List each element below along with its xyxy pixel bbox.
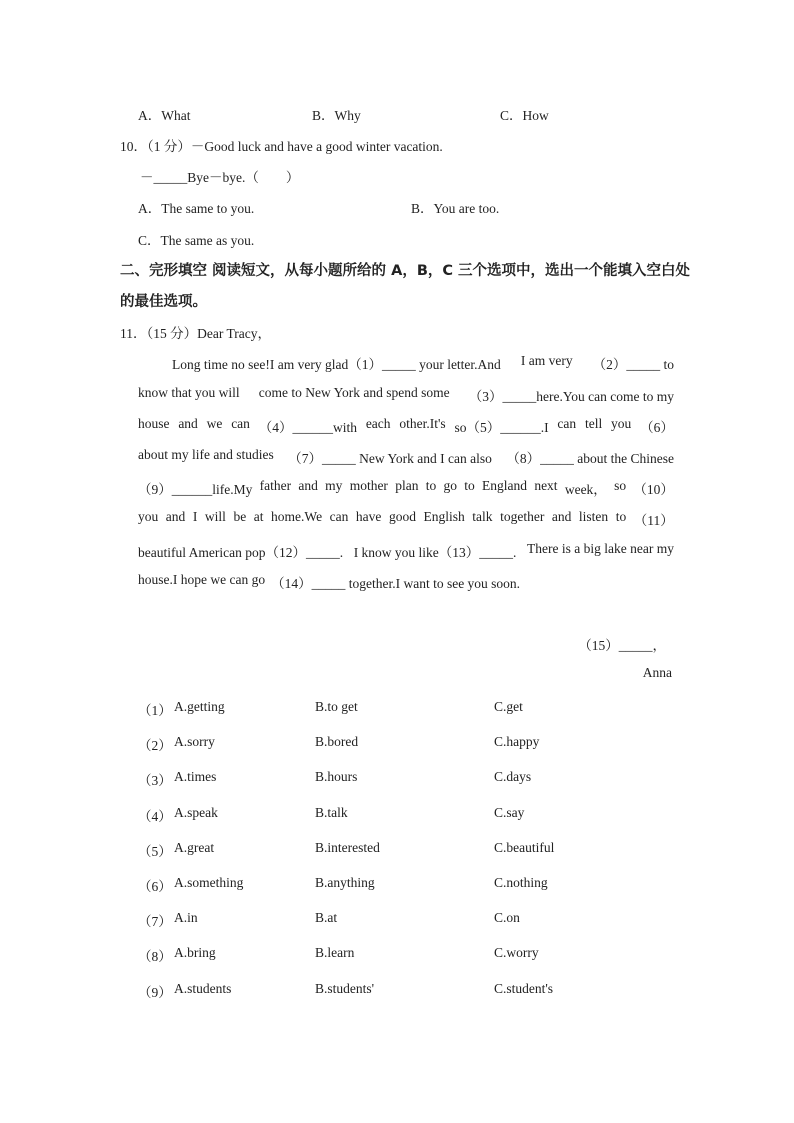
letter-text: house [138,416,170,431]
letter-line-6 [138,509,674,529]
option-a: A.students [174,980,232,996]
letter-text: to [464,478,475,493]
letter-text: and [298,478,318,493]
option-a: A.getting [174,699,225,714]
option-c: C.beautiful [494,839,555,855]
option-b: B.students' [315,980,375,996]
letter-text: England [482,478,528,493]
option-c: C.days [494,769,532,785]
letter-text: and [165,509,186,524]
q10-stem: 10．（1 分）－Good luck and have a good winter vacation. [120,139,443,154]
q9-option-c: C．How [500,108,549,123]
letter-text: together [500,509,545,524]
option-number: （5） [138,843,172,859]
letter-text: to [615,509,627,524]
letter-text: （3）_____here.You can come to my [468,389,674,404]
letter-text: go [443,478,457,493]
section2-heading-line1: 二、完形填空 阅读短文，从每小题所给的 A，B，C 三个选项中，选出一个能填入空白处 [120,263,691,279]
letter-text: about my life and studies [138,447,274,462]
letter-text: my [325,478,343,493]
letter-text: you [138,509,159,524]
option-row [0,981,794,1001]
letter-text: at [253,509,264,524]
option-number: （7） [138,914,172,930]
q11-stem: 11．（15 分）Dear Tracy， [120,326,271,341]
option-number: （8） [138,949,172,965]
letter-text: so（5）______.I [454,420,549,435]
letter-text: can [557,416,577,431]
option-b: B.hours [315,769,358,785]
option-a: A.bring [174,945,216,961]
letter-text: and [178,416,198,431]
letter-text: tell [584,416,603,431]
option-row [0,699,794,719]
option-row [0,805,794,825]
letter-text: beautiful American pop（12）_____. [138,545,344,560]
option-b: B.anything [315,875,375,890]
letter-text: English [423,509,465,524]
option-a: A.great [174,839,215,855]
letter-line-4 [138,447,674,467]
letter-text: talk [472,509,493,524]
letter-text: will [204,509,226,524]
letter-text: we [206,416,223,431]
q10-option-c: C．The same as you. [138,233,255,248]
option-c: C.worry [494,945,539,961]
letter-line-1 [172,353,674,373]
letter-text: I know you like（13）_____. [353,545,517,560]
option-b: B.learn [315,945,355,961]
letter-text: There is a big lake near my [527,541,674,556]
letter-text: （14）_____ together.I want to see you soon. [271,576,521,591]
q9-option-a: A．What [138,108,191,123]
letter-line-2 [138,385,674,405]
option-a: A.something [174,875,244,890]
option-c: C.on [494,910,520,926]
option-a: A.sorry [174,734,215,750]
section2-heading-line2: 的最佳选项。 [120,294,207,310]
letter-text: can [231,416,250,431]
letter-text: plan [395,478,419,493]
letter-text: （11） [633,513,674,528]
letter-line-3 [138,416,674,436]
option-b: B.bored [315,734,359,750]
letter-text: Long time no see!I am very glad（1）_____ your letter.And [172,357,501,372]
letter-text: come to New York and spend some [258,385,450,400]
letter-text: （8）_____ about the Chinese [506,451,674,466]
option-row [0,945,794,965]
letter-text: week， [564,482,607,497]
letter-text: so [614,478,627,493]
option-a: A.times [174,769,217,785]
letter-text: can [329,509,349,524]
letter-text: other.It's [399,416,446,431]
option-b: B.talk [315,804,348,820]
option-number: （9） [138,984,172,1000]
letter-text: home.We [271,509,323,524]
option-b: B.interested [315,839,380,855]
option-number: （3） [138,773,172,789]
letter-text: you [611,416,632,431]
letter-text: house.I hope we can go [138,572,266,587]
option-c: C.happy [494,734,540,750]
option-number: （4） [138,808,172,824]
option-c: C.get [494,699,523,714]
option-b: B.to get [315,699,358,714]
letter-line-8 [138,572,674,592]
q10-reply: －_____Bye－bye.（ ） [140,170,300,185]
letter-text: good [388,509,416,524]
option-c: C.nothing [494,875,548,890]
letter-text: each [365,416,391,431]
letter-closing: （15）_____， [578,638,666,653]
q10-option-b: B．You are too. [411,201,500,216]
letter-text: （2）_____ to [592,357,674,372]
option-number: （6） [138,879,172,894]
option-c: C.student's [494,980,554,996]
option-row [0,910,794,930]
letter-line-5 [138,478,674,498]
q10-option-a: A．The same to you. [138,201,255,216]
letter-text: to [425,478,437,493]
option-b: B.at [315,910,338,926]
letter-text: （7）_____ New York and I can also [288,451,492,466]
option-a: A.in [174,910,198,926]
letter-signature: Anna [642,665,672,680]
letter-text: （4）______with [258,420,357,435]
letter-text: I [192,509,198,524]
letter-text: know that you will [138,385,240,400]
option-a: A.speak [174,804,218,820]
letter-text: and [551,509,572,524]
option-row [0,840,794,860]
letter-text: （10） [633,482,674,497]
letter-text: next [534,478,558,493]
option-number: （2） [138,738,172,754]
letter-text: be [233,509,247,524]
letter-text: （6） [640,420,674,435]
letter-text: father [259,478,292,493]
letter-text: （9）______life.My [138,482,253,497]
letter-line-7 [138,541,674,561]
option-row [0,875,794,895]
letter-text: listen [578,509,609,524]
letter-text: I am very [520,353,573,368]
option-row [0,769,794,789]
letter-text: mother [349,478,388,493]
option-row [0,734,794,754]
option-number: （1） [138,703,172,718]
option-c: C.say [494,804,525,820]
q9-option-b: B．Why [312,108,361,123]
letter-text: have [355,509,382,524]
